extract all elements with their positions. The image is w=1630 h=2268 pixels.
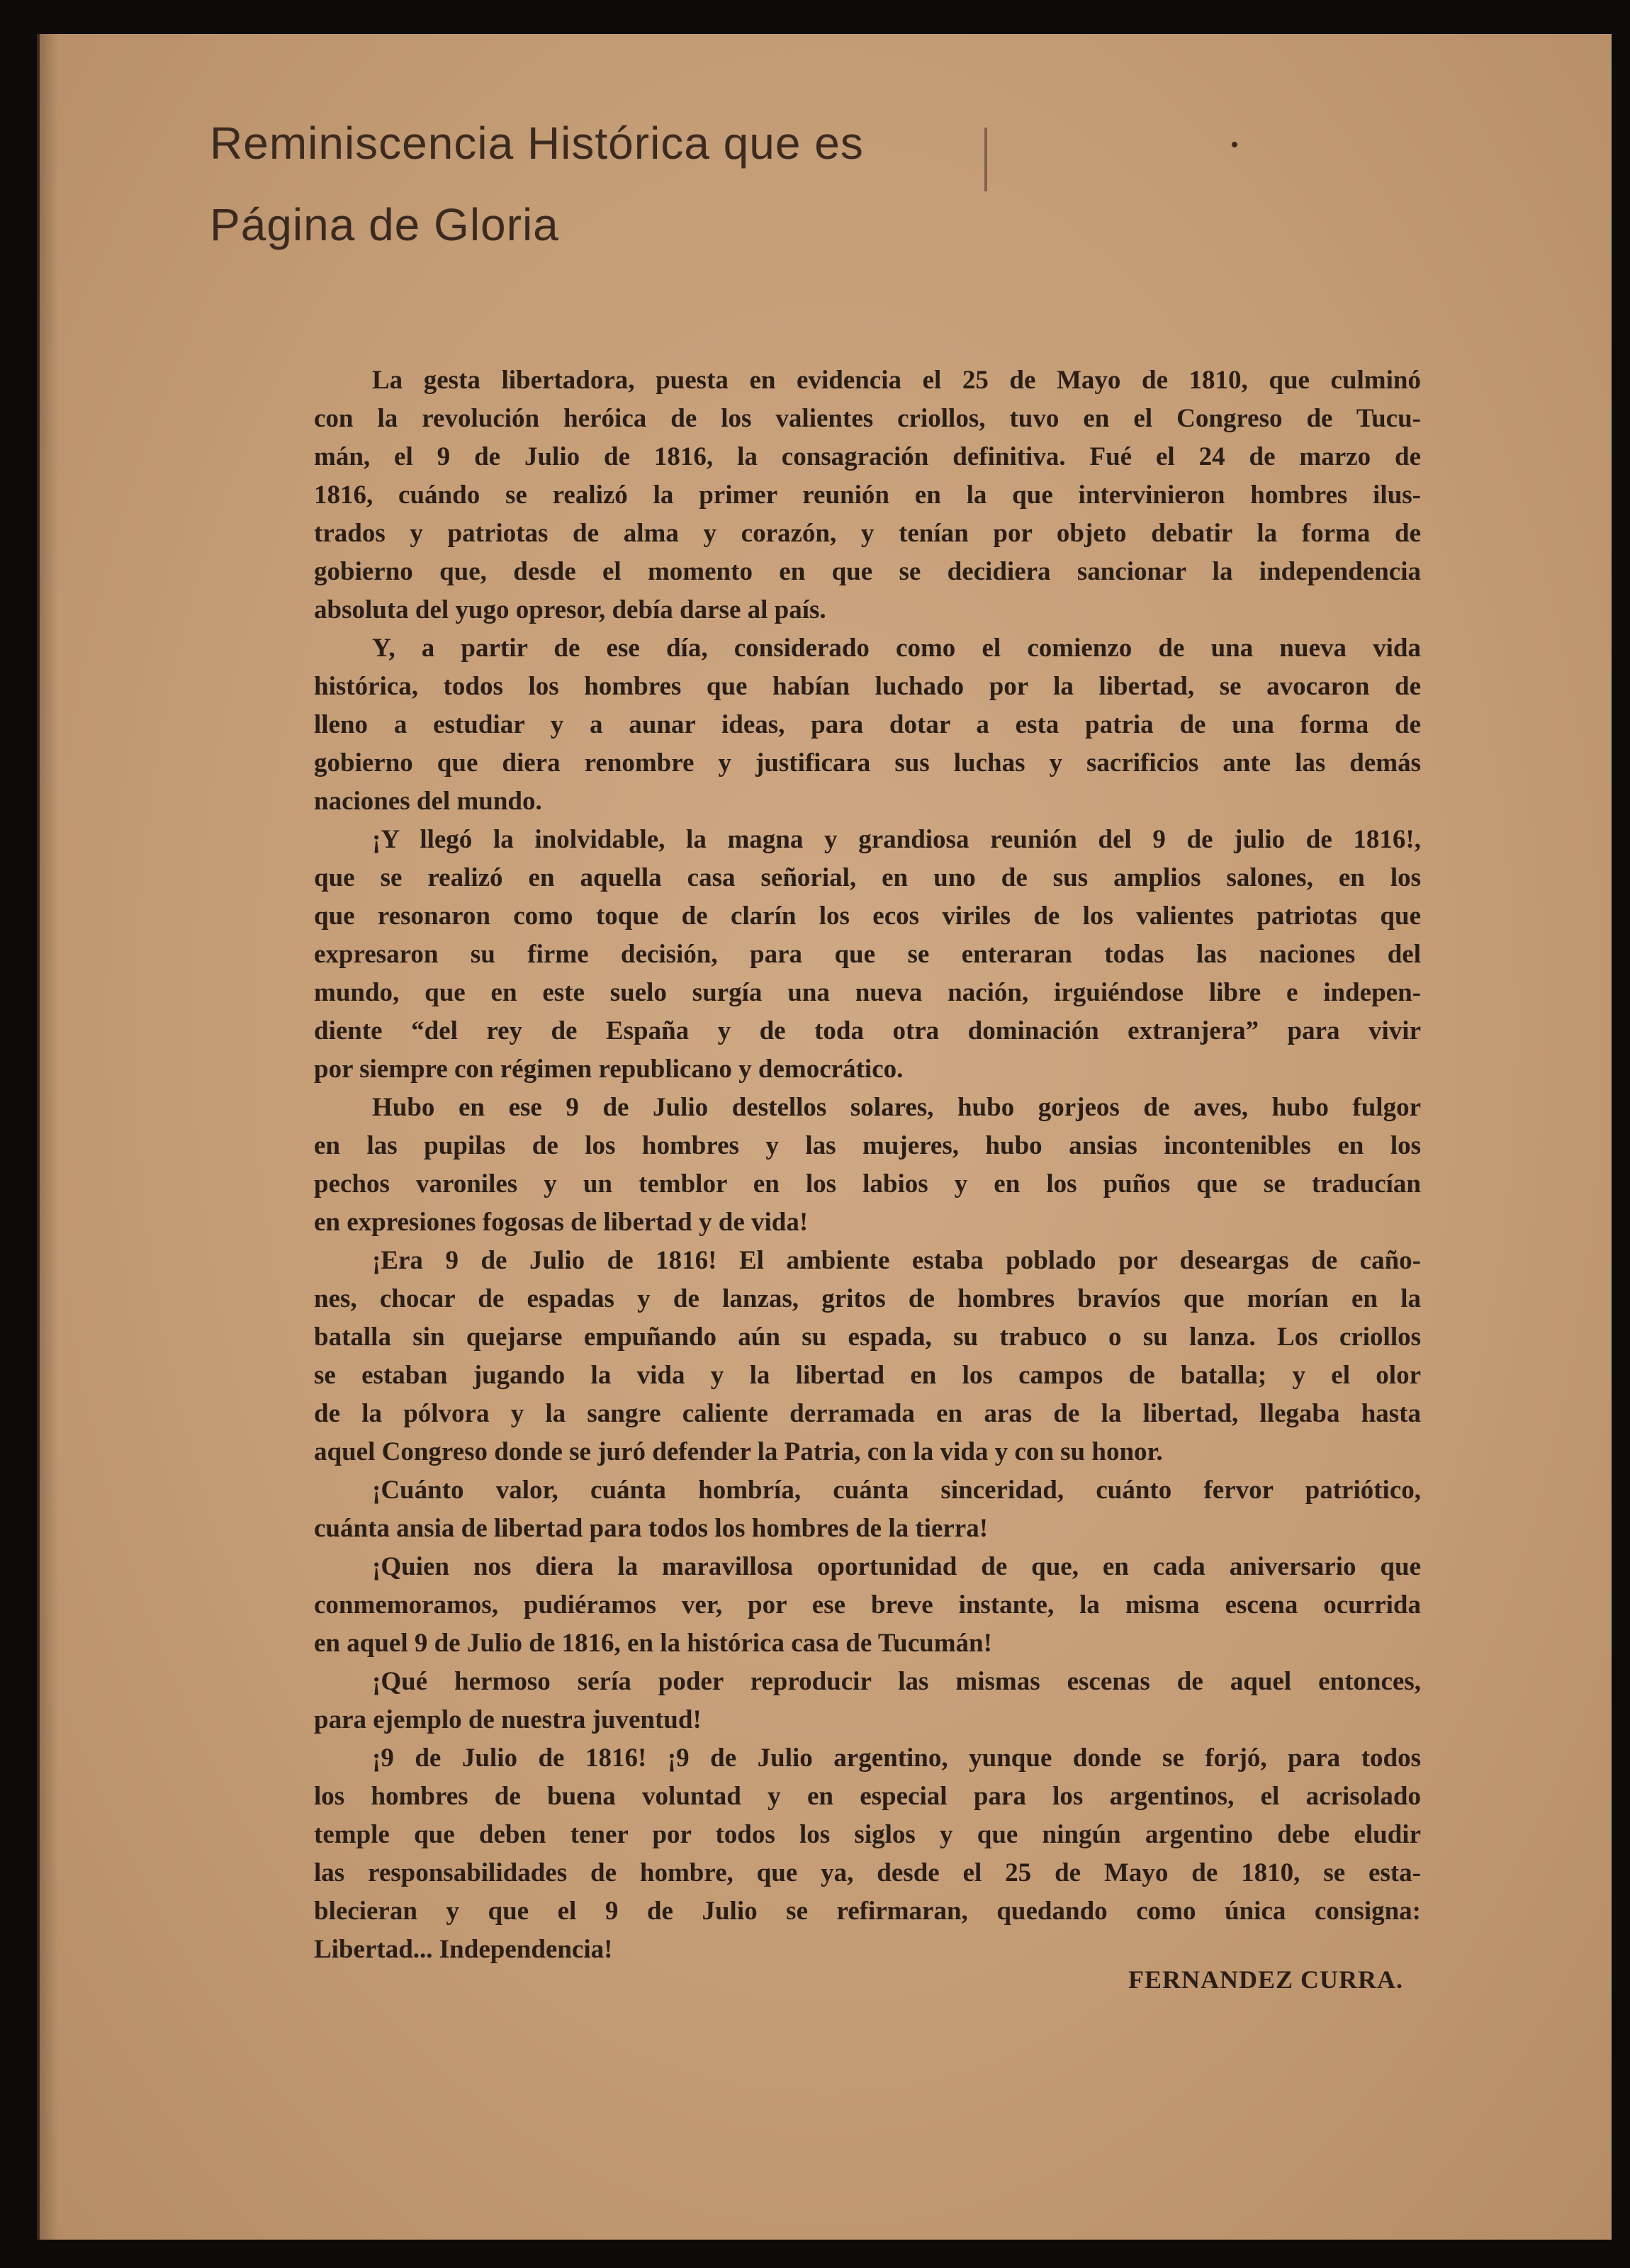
paragraph xyxy=(314,1089,1421,1242)
text-line: ¡Era 9 de Julio de 1816! El ambiente estaba poblado por deseargas de caño- xyxy=(372,1246,1421,1275)
text-line: absoluta del yugo opresor, debía darse al país. xyxy=(314,595,826,624)
text-line: diente “del rey de España y de toda otra dominación extranjera” para vivir xyxy=(314,1016,1421,1045)
text-line: ¡Y llegó la inolvidable, la magna y grandiosa reunión del 9 de julio de 1816!, xyxy=(372,825,1421,854)
text-line: las responsabilidades de hombre, que ya, desde el 25 de Mayo de 1810, se esta- xyxy=(314,1858,1421,1887)
text-line: expresaron su firme decisión, para que se enteraran todas las naciones del xyxy=(314,940,1421,969)
paragraph xyxy=(314,629,1421,821)
text-line: ¡Cuánto valor, cuánta hombría, cuánta sinceridad, cuánto fervor patriótico, xyxy=(372,1476,1421,1505)
text-line: con la revolución heróica de los valientes criollos, tuvo en el Congreso de Tucu- xyxy=(314,404,1421,433)
ink-mark xyxy=(984,128,987,191)
text-line: batalla sin quejarse empuñando aún su espada, su trabuco o su lanza. Los criollos xyxy=(314,1323,1421,1352)
text-line: nes, chocar de espadas y de lanzas, gritos de hombres bravíos que morían en la xyxy=(314,1284,1421,1313)
text-line: en expresiones fogosas de libertad y de vida! xyxy=(314,1208,809,1237)
paragraph xyxy=(314,821,1421,1089)
text-line: gobierno que diera renombre y justificara sus luchas y sacrificios ante las demás xyxy=(314,748,1421,777)
text-line: mán, el 9 de Julio de 1816, la consagración definitiva. Fué el 24 de marzo de xyxy=(314,442,1421,471)
text-line: que se realizó en aquella casa señorial, en uno de sus amplios salones, en los xyxy=(314,863,1421,892)
ink-dot xyxy=(1232,142,1237,147)
text-line: Y, a partir de ese día, considerado como el comienzo de una nueva vida xyxy=(372,634,1421,663)
text-line: de la pólvora y la sangre caliente derramada en aras de la libertad, llegaba hasta xyxy=(314,1399,1421,1428)
text-line: temple que deben tener por todos los siglos y que ningún argentino debe eludir xyxy=(314,1820,1421,1849)
text-line: histórica, todos los hombres que habían luchado por la libertad, se avocaron de xyxy=(314,672,1421,701)
text-line: conmemoramos, pudiéramos ver, por ese breve instante, la misma escena ocurrida xyxy=(314,1590,1421,1619)
paragraph xyxy=(314,361,1421,629)
text-line: los hombres de buena voluntad y en especial para los argentinos, el acrisolado xyxy=(314,1782,1421,1811)
article-title-line-1: Reminiscencia Histórica que es xyxy=(210,118,864,169)
text-line: 1816, cuándo se realizó la primer reunión en la que intervinieron hombres ilus- xyxy=(314,481,1421,510)
paragraph xyxy=(314,1548,1421,1663)
article-body xyxy=(314,361,1421,1969)
paragraph xyxy=(314,1242,1421,1471)
text-line: en aquel 9 de Julio de 1816, en la histórica casa de Tucumán! xyxy=(314,1629,992,1658)
text-line: ¡Qué hermoso sería poder reproducir las mismas escenas de aquel entonces, xyxy=(372,1667,1421,1696)
text-line: en las pupilas de los hombres y las mujeres, hubo ansias incontenibles en los xyxy=(314,1131,1421,1160)
text-line: blecieran y que el 9 de Julio se refirmaran, quedando como única consigna: xyxy=(314,1897,1421,1926)
article-title-line-2: Página de Gloria xyxy=(210,199,559,250)
text-line: ¡Quien nos diera la maravillosa oportunidad de que, en cada aniversario que xyxy=(372,1552,1421,1581)
paragraph xyxy=(314,1471,1421,1548)
text-line: se estaban jugando la vida y la libertad en los campos de batalla; y el olor xyxy=(314,1361,1421,1390)
text-line: ¡9 de Julio de 1816! ¡9 de Julio argentino, yunque donde se forjó, para todos xyxy=(372,1744,1421,1773)
author-signature: FERNANDEZ CURRA. xyxy=(1128,1965,1403,1994)
text-line: por siempre con régimen republicano y democrático. xyxy=(314,1055,904,1084)
text-line: aquel Congreso donde se juró defender la Patria, con la vida y con su honor. xyxy=(314,1437,1163,1466)
paragraph xyxy=(314,1663,1421,1739)
text-line: pechos varoniles y un temblor en los labios y en los puños que se traducían xyxy=(314,1169,1421,1198)
paragraph xyxy=(314,1739,1421,1969)
text-line: lleno a estudiar y a aunar ideas, para dotar a esta patria de una forma de xyxy=(314,710,1421,739)
text-line: para ejemplo de nuestra juventud! xyxy=(314,1705,702,1734)
binding-shadow xyxy=(37,34,58,2240)
text-line: Libertad... Independencia! xyxy=(314,1935,613,1964)
text-line: mundo, que en este suelo surgía una nueva nación, irguiéndose libre e indepen- xyxy=(314,978,1421,1007)
text-line: trados y patriotas de alma y corazón, y tenían por objeto debatir la forma de xyxy=(314,519,1421,548)
text-line: Hubo en ese 9 de Julio destellos solares, hubo gorjeos de aves, hubo fulgor xyxy=(372,1093,1421,1122)
text-line: La gesta libertadora, puesta en evidencia el 25 de Mayo de 1810, que culminó xyxy=(372,366,1421,395)
text-line: que resonaron como toque de clarín los ecos viriles de los valientes patriotas que xyxy=(314,902,1421,931)
text-line: gobierno que, desde el momento en que se decidiera sancionar la independencia xyxy=(314,557,1421,586)
text-line: naciones del mundo. xyxy=(314,787,542,816)
text-line: cuánta ansia de libertad para todos los hombres de la tierra! xyxy=(314,1514,989,1543)
